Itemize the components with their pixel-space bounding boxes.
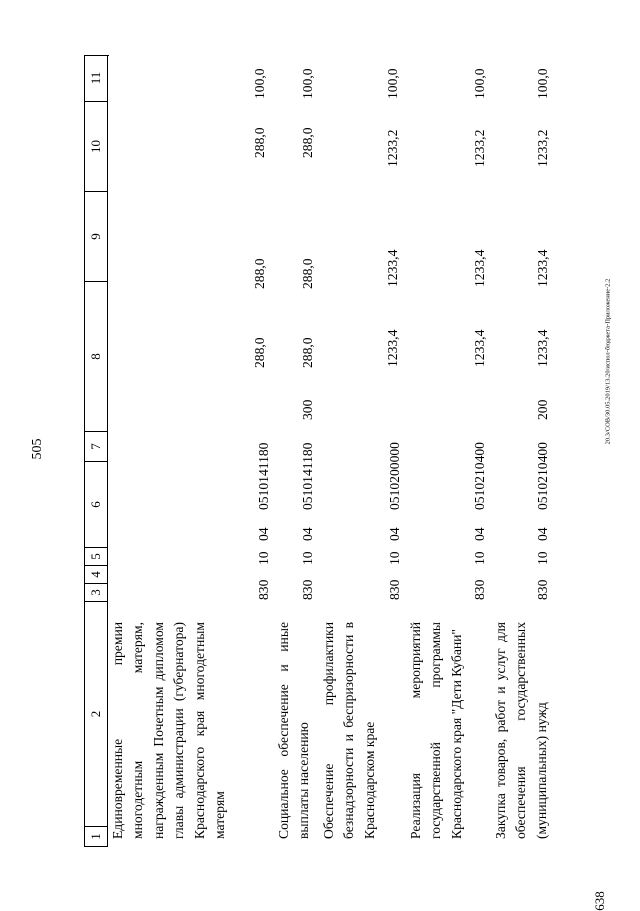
table-row — [274, 55, 317, 847]
row-name: Закупка товаров, работ и услуг для обеспечения государственных (муниципальных) нужд — [493, 622, 549, 839]
table-row — [406, 55, 492, 847]
cell-gr: 830 — [535, 579, 550, 600]
row-name: Социальное обеспечение и иные выплаты населению — [276, 622, 312, 839]
row-name: Единовременные премии многодетным матерям, награжденным Почетным дипломом главы администрации (губернатора) Краснодарского края многодетным матерям — [110, 622, 228, 839]
table-row — [108, 55, 274, 847]
cell-gr: 830 — [472, 579, 487, 600]
header-col-5: 5 — [85, 548, 107, 566]
header-col-3: 3 — [85, 584, 107, 602]
cell-pr: 04 — [535, 527, 550, 541]
document-reference-text: 20.3/СОВ/30.05.2019/13.20/испол-бюджета-Приложение-2.2 — [604, 278, 612, 445]
cell-plan: 1233,4 — [385, 329, 400, 367]
cell-rz: 10 — [300, 551, 315, 565]
cell-pct: 100,0 — [535, 68, 550, 99]
cell-plan: 1233,4 — [472, 329, 487, 367]
cell-pct: 100,0 — [472, 68, 487, 99]
cell-pr: 04 — [387, 527, 402, 541]
cell-plan: 288,0 — [252, 337, 267, 368]
header-col-1: 1 — [85, 827, 107, 847]
cell-pr: 04 — [256, 527, 271, 541]
cell-vr: 300 — [300, 399, 315, 420]
table-row — [319, 55, 405, 847]
cell-pct: 100,0 — [300, 68, 315, 99]
cell-csr: 0510141180 — [256, 442, 271, 510]
cell-isp: 1233,2 — [472, 129, 487, 167]
row-name: Обеспечение профилактики безнадзорности и беспризорности в Краснодарском крае — [321, 622, 377, 839]
cell-utv: 1233,4 — [385, 249, 400, 287]
cell-isp: 288,0 — [300, 127, 315, 158]
header-col-11: 11 — [85, 55, 107, 102]
cell-plan: 1233,4 — [535, 329, 550, 367]
cell-gr: 830 — [387, 579, 402, 600]
header-col-6: 6 — [85, 462, 107, 548]
cell-utv: 1233,4 — [472, 249, 487, 287]
bottom-page-number: 638 — [591, 891, 607, 911]
header-col-2: 2 — [85, 602, 107, 827]
cell-csr: 0510210400 — [472, 442, 487, 510]
cell-rz: 10 — [535, 551, 550, 565]
cell-vr: 200 — [535, 399, 550, 420]
table-row — [491, 55, 555, 847]
header-col-9: 9 — [85, 192, 107, 282]
cell-isp: 288,0 — [252, 127, 267, 158]
cell-csr: 0510210400 — [535, 442, 550, 510]
header-col-7: 7 — [85, 432, 107, 462]
row-name: Реализация мероприятий государственной программы Краснодарского края "Дети Кубани" — [408, 622, 464, 839]
cell-csr: 0510141180 — [300, 442, 315, 510]
table-header-row — [84, 55, 108, 847]
cell-pct: 100,0 — [385, 68, 400, 99]
page-number: 505 — [30, 438, 45, 460]
cell-utv: 288,0 — [252, 258, 267, 289]
cell-utv: 1233,4 — [535, 249, 550, 287]
cell-pr: 04 — [300, 527, 315, 541]
budget-table — [84, 55, 555, 847]
cell-gr: 830 — [256, 579, 271, 600]
cell-rz: 10 — [472, 551, 487, 565]
cell-rz: 10 — [387, 551, 402, 565]
table-right-border — [85, 55, 109, 56]
cell-pct: 100,0 — [252, 68, 267, 99]
cell-isp: 1233,2 — [385, 129, 400, 167]
header-col-8: 8 — [85, 282, 107, 432]
document-reference — [602, 58, 614, 758]
header-col-10: 10 — [85, 102, 107, 192]
header-col-4: 4 — [85, 566, 107, 584]
cell-rz: 10 — [256, 551, 271, 565]
cell-plan: 288,0 — [300, 337, 315, 368]
cell-pr: 04 — [472, 527, 487, 541]
cell-utv: 288,0 — [300, 258, 315, 289]
cell-gr: 830 — [300, 579, 315, 600]
cell-isp: 1233,2 — [535, 129, 550, 167]
cell-csr: 0510200000 — [387, 442, 402, 510]
